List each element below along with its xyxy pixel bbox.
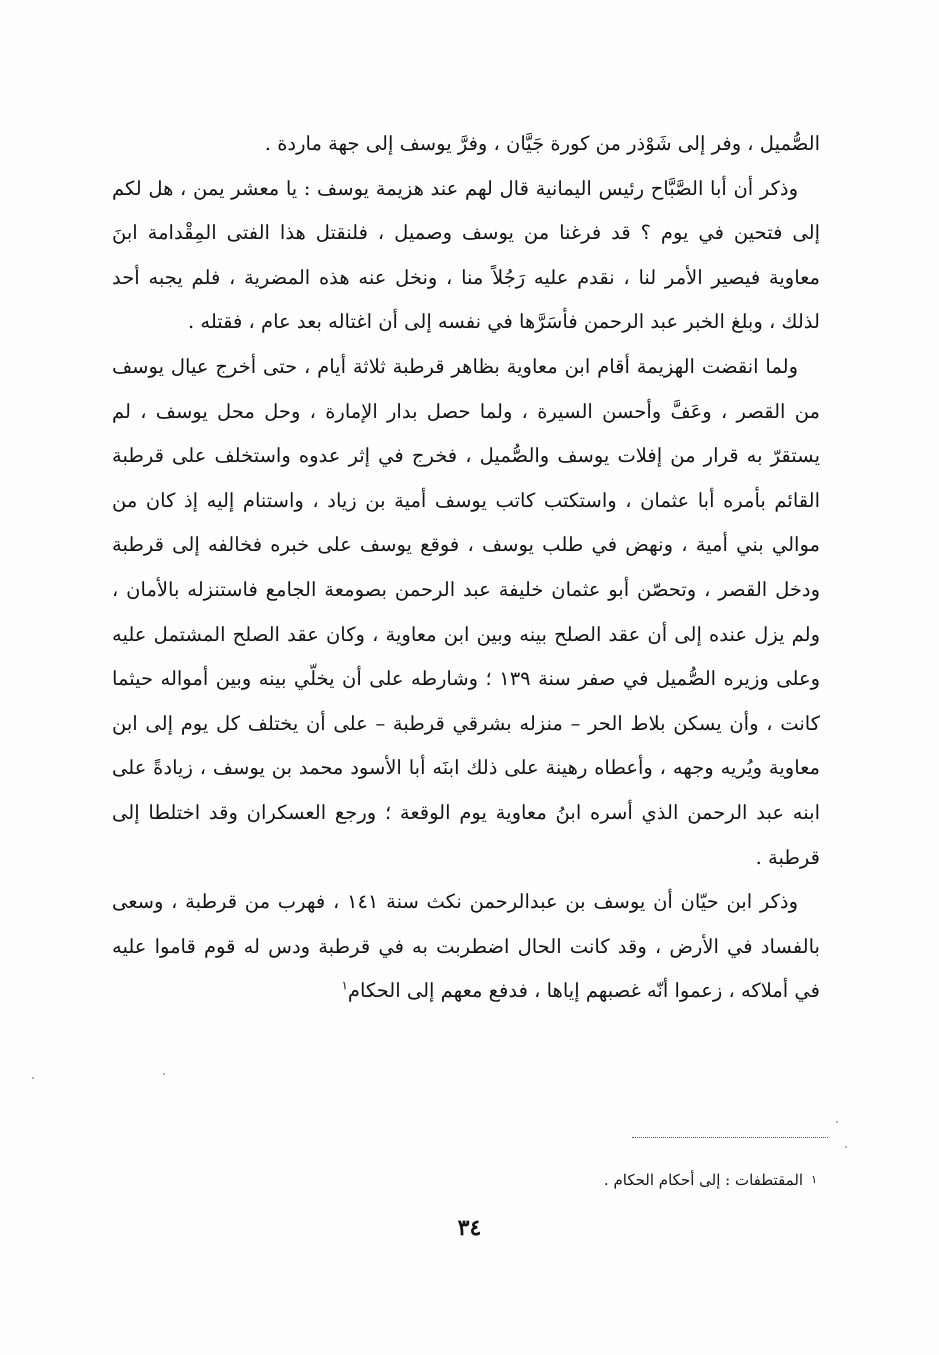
scan-speck bbox=[163, 1073, 165, 1075]
footnote-divider bbox=[632, 1137, 828, 1138]
scan-speck bbox=[836, 1121, 838, 1123]
paragraph-1: الصُّميل ، وفر إلى شَوْذر من كورة جَيَّان ، وفرَّ يوسف إلى جهة ماردة . bbox=[264, 132, 820, 155]
paragraph-4-text: وذكر ابن حيّان أن يوسف بن عبدالرحمن نكث سنة ١٤١ ، فهرب من قرطبة ، وسعى بالفساد في الأرض ، وقد كانت الحال اضطربت به في قرطبة ودس له قوم قاموا عليه في أملاكه ، زعموا أنّه غصبهم إياها ، فدفع معهم إلى الحكام bbox=[112, 890, 820, 1003]
footnote bbox=[604, 1160, 817, 1200]
footnote-reference[interactable]: ١ bbox=[341, 978, 348, 993]
footnote-text: المقتطفات : إلى أحكام الحكام . bbox=[603, 1171, 804, 1189]
paragraph-4 bbox=[112, 880, 820, 1014]
page-number: ٣٤ bbox=[457, 1215, 482, 1241]
scan-speck bbox=[845, 1146, 847, 1148]
paragraph-3: ولما انقضت الهزيمة أقام ابن معاوية بظاهر قرطبة ثلاثة أيام ، حتى أخرج عيال يوسف من القصر ، وعَفَّ وأحسن السيرة ، ولما حصل بدار الإمارة ، وحل محل يوسف ، لم يستقرّ به قرار من إفلات يوسف والصُّميل ، فخرج في إثر عدوه واستخلف على قرطبة القائم بأمره أبا عثمان ، واستكتب كاتب يوسف أمية بن زياد ، واستنام إليه إذ كان من موالي بني أمية ، ونهض في طلب يوسف ، فوقع يوسف على خبره فخالفه إلى قرطبة ودخل القصر ، وتحصّن أبو عثمان خليفة عبد الرحمن بصومعة الجامع فاستنزله بالأمان ، ولم يزل عنده إلى أن عقد الصلح بينه وبين ابن معاوية ، وكان عقد الصلح المشتمل عليه وعلى وزيره الصُّميل في صفر سنة ١٣٩ ؛ وشارطه على أن يخلّي بينه وبين أمواله حيثما كانت ، وأن يسكن بلاط الحر – منزله بشرقي قرطبة – على أن يختلف كل يوم إلى ابن معاوية ويُريه وجهه ، وأعطاه رهينة على ذلك ابنَه أبا الأسود محمد بن يوسف ، زيادةً على ابنه عبد الرحمن الذي أسره ابنُ معاوية يوم الوقعة ؛ ورجع العسكران وقد اختلطا إلى قرطبة . bbox=[112, 354, 821, 869]
paragraph-2: وذكر أن أبا الصَّبَّاح رئيس اليمانية قال لهم عند هزيمة يوسف : يا معشر يمن ، هل لكم إلى فتحين في يوم ؟ قد فرغنا من يوسف وصميل ، فلنقتل هذا الفتى المِقْدامة ابنَ معاوية فيصير الأمر لنا ، نقدم عليه رَجُلاً منا ، ونخل عنه هذه المضرية ، فلم يجبه أحد لذلك ، وبلغ الخبر عبد الرحمن فأسَرَّها في نفسه إلى أن اغتاله بعد عام ، فقتله . bbox=[112, 176, 820, 334]
scan-speck bbox=[32, 1077, 34, 1079]
footnote-number: ١ bbox=[811, 1173, 817, 1186]
body-text bbox=[112, 122, 820, 1014]
